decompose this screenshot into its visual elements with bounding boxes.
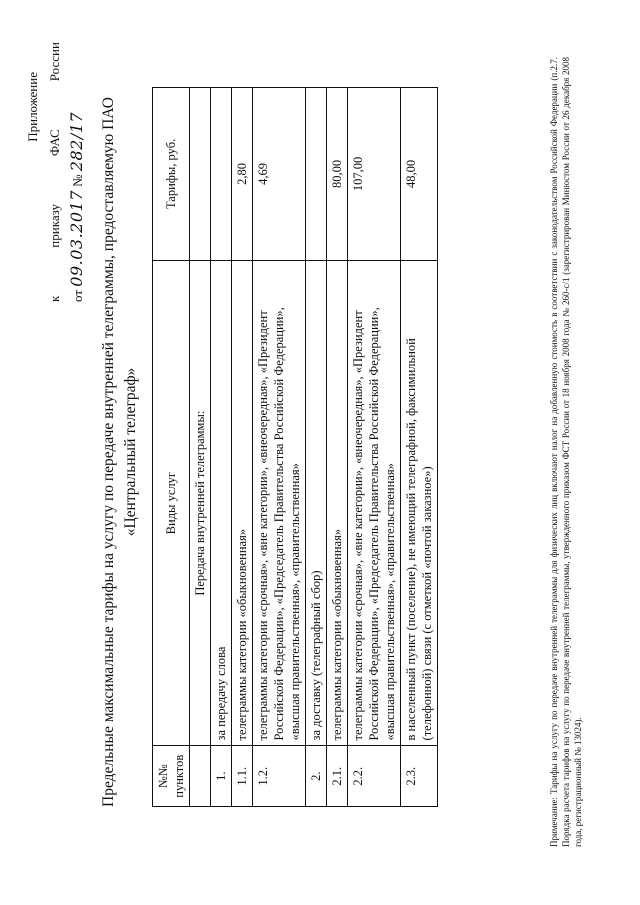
header-price: Тарифы, руб. bbox=[153, 88, 190, 261]
row-num: 1. bbox=[211, 746, 232, 807]
table-row bbox=[327, 88, 348, 807]
appendix-country: России bbox=[47, 42, 62, 82]
appendix-order-line bbox=[44, 42, 66, 302]
row-price: 4,69 bbox=[253, 88, 306, 261]
row-service: телеграммы категории «срочная», «вне категории», «внеочередная», «Президент Российской Федерации», «Председатель Правительства Российской Федерации», «высшая правительственная», «правительственная» bbox=[253, 260, 306, 746]
row-num: 2.2. bbox=[348, 746, 401, 807]
title-line-2: «Центральный телеграф» bbox=[122, 367, 139, 537]
row-price: 107,00 bbox=[348, 88, 401, 261]
row-service: телеграммы категории «обыкновенная» bbox=[232, 260, 253, 746]
row-num: 1.2. bbox=[253, 746, 306, 807]
header-num: №№ пунктов bbox=[153, 746, 190, 807]
header-service: Виды услуг bbox=[153, 260, 190, 746]
row-service: телеграммы категории «срочная», «вне категории», «внеочередная», «Президент Российской Федерации», «Председатель Правительства Российской Федерации», «высшая правительственная», «правительственная» bbox=[348, 260, 401, 746]
row-service: за доставку (телеграфный сбор) bbox=[306, 260, 327, 746]
row-num bbox=[190, 746, 211, 807]
row-num: 2.1. bbox=[327, 746, 348, 807]
row-price: 48,00 bbox=[401, 88, 438, 261]
table-row bbox=[348, 88, 401, 807]
tariff-table bbox=[152, 87, 438, 807]
row-price bbox=[306, 88, 327, 261]
table-row bbox=[232, 88, 253, 807]
appendix-org: ФАС bbox=[47, 129, 62, 157]
row-num: 2.3. bbox=[401, 746, 438, 807]
appendix-k: к bbox=[47, 295, 62, 302]
table-row bbox=[190, 88, 211, 807]
row-price: 80,00 bbox=[327, 88, 348, 261]
row-service: Передача внутренней телеграммы: bbox=[190, 260, 211, 746]
row-service: в населенный пункт (поселение), не имеющий телеграфной, факсимильной (телефонной) связи (с отметкой «почтой заказное») bbox=[401, 260, 438, 746]
table-row bbox=[253, 88, 306, 807]
handwritten-date: 09.03.2017 bbox=[67, 190, 86, 287]
table-row bbox=[401, 88, 438, 807]
appendix-label: Приложение bbox=[25, 72, 40, 142]
row-service: за передачу слова bbox=[211, 260, 232, 746]
handwritten-number: 282/17 bbox=[67, 111, 86, 172]
rotated-sheet bbox=[16, 2, 626, 902]
table-row bbox=[211, 88, 232, 807]
row-service: телеграммы категории «обыкновенная» bbox=[327, 260, 348, 746]
appendix-block bbox=[22, 42, 89, 302]
table-row bbox=[306, 88, 327, 807]
appendix-order: приказу bbox=[47, 204, 62, 248]
row-num: 2. bbox=[306, 746, 327, 807]
appendix-no: № bbox=[70, 174, 85, 187]
row-num: 1.1. bbox=[232, 746, 253, 807]
row-price bbox=[211, 88, 232, 261]
row-price bbox=[190, 88, 211, 261]
footnote: Примечание: Тарифы на услугу по передаче внутренней телеграммы для физических лиц включают налог на добавленную стоимость в соответствии с законодательством Российской Федерации (п.2.7. Порядка расчета тарифов на услугу по передаче внутренней телеграммы, утвержденного приказом ФСТ России от 18 ноября 2008 года № 260-с/1 (зарегистрирован Минюстом России от 26 декабря 2008 года, регистрационный № 13024). bbox=[549, 57, 583, 847]
table-header-row bbox=[153, 88, 190, 807]
appendix-from: от bbox=[70, 289, 85, 302]
document-title bbox=[98, 92, 142, 812]
row-price: 2,80 bbox=[232, 88, 253, 261]
appendix-date-line bbox=[66, 42, 89, 302]
title-line-1: Предельные максимальные тарифы на услугу по передаче внутренней телеграммы, предоставляемую ПАО bbox=[100, 97, 117, 807]
